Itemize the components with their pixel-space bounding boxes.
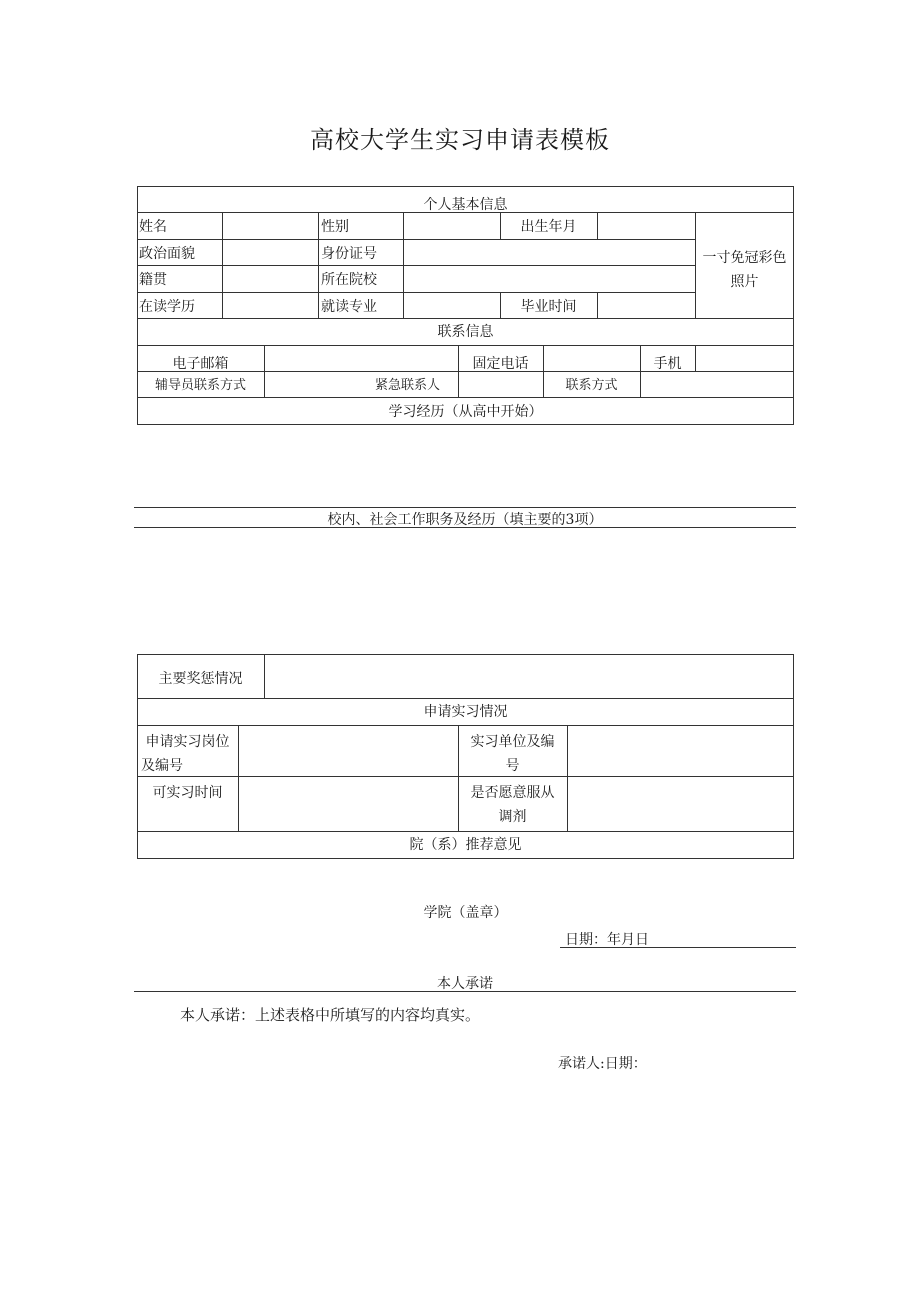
internship-heading: 申请实习情况 [423,704,508,720]
education-label: 在读学历 [139,299,195,315]
contact-method-label: 联系方式 [565,378,618,393]
contact-heading: 联系信息 [437,324,494,340]
position-label-line1: 申请实习岗位 [145,734,230,750]
obey-label-line1: 是否愿意服从 [470,785,555,801]
page-title: 高校大学生实习申请表模板 [310,126,610,154]
mobile-label: 手机 [653,356,682,372]
political-label: 政治面貌 [139,246,195,262]
landline-label: 固定电话 [472,356,529,372]
photo-label-line2: 照片 [730,274,759,290]
birth-label: 出生年月 [520,219,577,235]
emergency-contact-label: 紧急联系人 [375,378,441,393]
major-label: 就读专业 [321,299,377,315]
name-label: 姓名 [139,219,167,235]
commitment-signature: 承诺人:日期： [558,1056,647,1072]
personal-info-heading: 个人基本信息 [423,197,508,213]
counselor-label: 辅导员联系方式 [154,378,246,393]
work-heading: 校内、社会工作职务及经历（填主要的3项） [327,512,603,528]
commitment-title: 本人承诺 [437,976,493,992]
recommendation-heading: 院（系）推荐意见 [409,837,522,853]
obey-label-line2: 调剂 [498,809,527,825]
college-seal: 学院（盖章） [423,905,508,921]
unit-label-line1: 实习单位及编 [470,734,555,750]
graduation-label: 毕业时间 [520,299,577,315]
school-label: 所在院校 [321,272,377,288]
email-label: 电子邮箱 [172,356,229,372]
recommendation-date: 日期：年月日 [565,932,649,948]
available-time-label: 可实习时间 [152,785,223,801]
position-label-line2: 及编号 [141,758,183,774]
awards-label: 主要奖惩情况 [158,671,243,687]
native-place-label: 籍贯 [139,272,167,288]
id-number-label: 身份证号 [321,246,377,262]
photo-label-line1: 一寸免冠彩色 [702,250,787,266]
unit-label-line2: 号 [505,758,520,774]
gender-label: 性别 [321,219,349,235]
commitment-statement: 本人承诺：上述表格中所填写的内容均真实。 [180,1006,481,1024]
study-heading: 学习经历（从高中开始） [388,404,543,420]
